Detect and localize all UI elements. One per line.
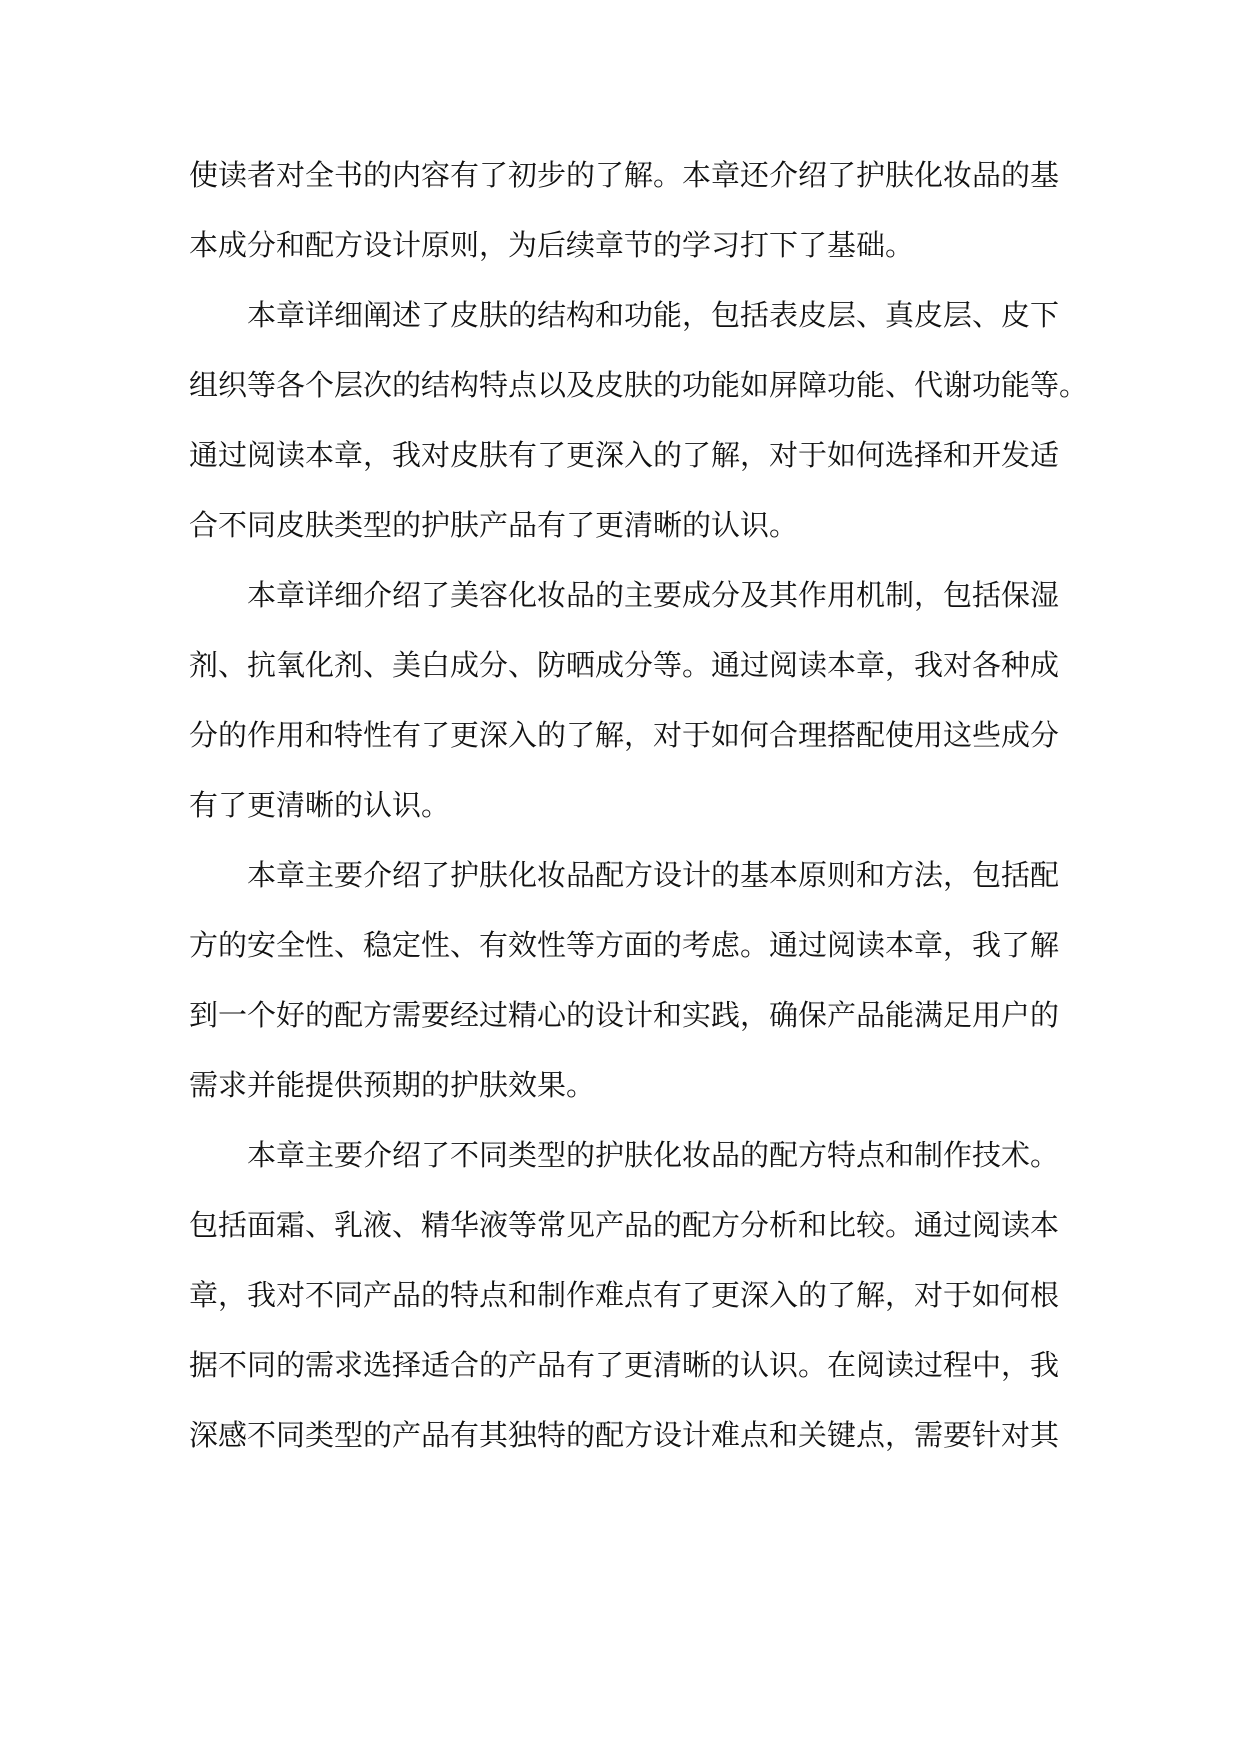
- paragraph-line: 据不同的需求选择适合的产品有了更清晰的认识。在阅读过程中，我: [189, 1348, 1060, 1382]
- paragraph-line: 章，我对不同产品的特点和制作难点有了更深入的了解，对于如何根: [189, 1278, 1060, 1312]
- body-text: [189, 140, 1089, 1470]
- paragraph-line: 本章主要介绍了护肤化妆品配方设计的基本原则和方法，包括配: [247, 858, 1060, 892]
- paragraph-line: 到一个好的配方需要经过精心的设计和实践，确保产品能满足用户的: [189, 998, 1060, 1032]
- paragraph-line: 本成分和配方设计原则，为后续章节的学习打下了基础。: [189, 228, 915, 262]
- paragraph-line: 深感不同类型的产品有其独特的配方设计难点和关键点，需要针对其: [189, 1418, 1060, 1452]
- paragraph-line: 方的安全性、稳定性、有效性等方面的考虑。通过阅读本章，我了解: [189, 928, 1060, 962]
- paragraph-line: 需求并能提供预期的护肤效果。: [189, 1068, 596, 1102]
- paragraph-line: 本章主要介绍了不同类型的护肤化妆品的配方特点和制作技术。: [247, 1138, 1060, 1172]
- paragraph-line: 分的作用和特性有了更深入的了解，对于如何合理搭配使用这些成分: [189, 718, 1060, 752]
- paragraph-line: 使读者对全书的内容有了初步的了解。本章还介绍了护肤化妆品的基: [189, 158, 1060, 192]
- paragraph-line: 组织等各个层次的结构特点以及皮肤的功能如屏障功能、代谢功能等。: [189, 368, 1089, 402]
- paragraph-line: 有了更清晰的认识。: [189, 788, 451, 822]
- paragraph-line: 合不同皮肤类型的护肤产品有了更清晰的认识。: [189, 508, 799, 542]
- paragraph-line: 包括面霜、乳液、精华液等常见产品的配方分析和比较。通过阅读本: [189, 1208, 1060, 1242]
- paragraph-line: 本章详细阐述了皮肤的结构和功能，包括表皮层、真皮层、皮下: [247, 298, 1060, 332]
- paragraph-line: 通过阅读本章，我对皮肤有了更深入的了解，对于如何选择和开发适: [189, 438, 1060, 472]
- paragraph-line: 剂、抗氧化剂、美白成分、防晒成分等。通过阅读本章，我对各种成: [189, 648, 1060, 682]
- paragraph-line: 本章详细介绍了美容化妆品的主要成分及其作用机制，包括保湿: [247, 578, 1060, 612]
